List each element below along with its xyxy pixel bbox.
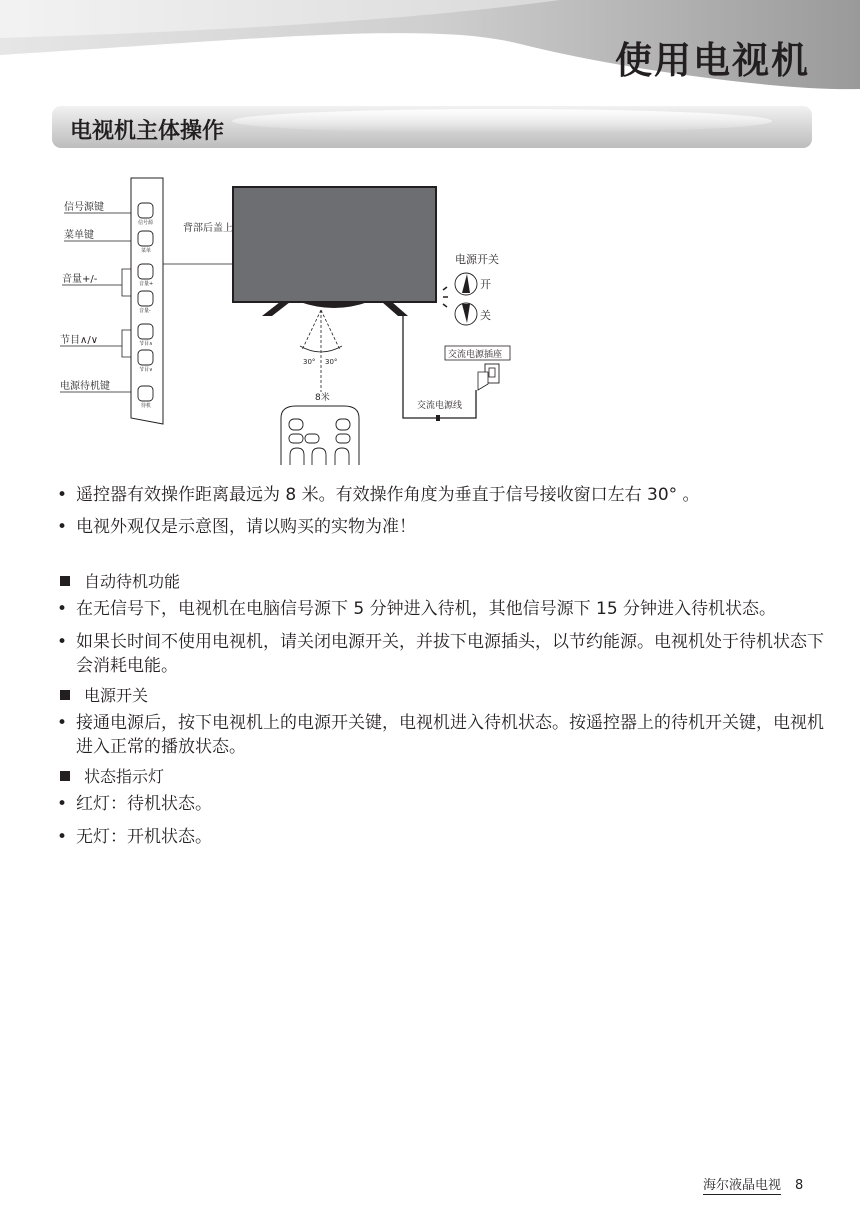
panel-label-source: 信号源 [138,220,154,226]
panel-label-ch-up: 节目∧ [139,341,153,347]
panel-label-menu: 菜单 [141,248,152,254]
angle-left-label: 30° [303,358,316,366]
switch-off-label: 关 [480,309,491,322]
footer-brand: 海尔液晶电视 [703,1178,782,1193]
panel-label-standby: 待机 [141,403,152,409]
socket-label: 交流电源插座 [448,350,503,360]
label-channel-key: 节目∧/∨ [60,335,99,346]
label-menu-key: 菜单键 [64,230,94,241]
power-switch-item: • 接通电源后，按下电视机上的电源开关键，电视机进入待机状态。按遥控器上的待机开关键，电视机进入正常的播放状态。 [57,713,824,757]
page-number: 8 [795,1178,804,1193]
note-appearance: • 电视外观仅是示意图，请以购买的实物为准！ [57,517,416,537]
auto-standby-item: • 如果长时间不使用电视机，请关闭电源开关，并拔下电源插头，以节约能源。电视机处于待机状态下会消耗电能。 [57,632,824,676]
heading-status-light: 状态指示灯 [60,764,164,787]
label-volume-key: 音量+/- [62,274,98,285]
power-switch-label: 电源开关 [455,253,499,266]
section-heading-bar [52,106,812,148]
heading-power-switch: 电源开关 [60,683,148,706]
heading-auto-standby: 自动待机功能 [60,569,180,592]
footer [703,1174,803,1193]
label-standby-key: 电源待机键 [60,381,110,392]
switch-on-label: 开 [480,278,491,291]
label-source-key: 信号源键 [64,202,104,213]
status-light-item: • 无灯：开机状态。 [57,827,212,847]
distance-label: 8米 [315,393,330,403]
cord-label: 交流电源线 [417,401,463,411]
tv-operation-diagram [0,160,860,465]
panel-label-vol-down: 音量- [139,308,151,314]
section-title: 电视机主体操作 [70,119,225,144]
note-remote-range: • 遥控器有效操作距离最远为 8 米。有效操作角度为垂直于信号接收窗口左右 30° 。 [57,485,700,505]
page-title: 使用电视机 [615,39,810,82]
auto-standby-item: • 在无信号下，电视机在电脑信号源下 5 分钟进入待机，其他信号源下 15 分钟进入待机状态。 [57,599,777,619]
angle-right-label: 30° [325,358,338,366]
panel-label-vol-up: 音量+ [139,281,154,287]
label-back-cover: 背部后盖上 [183,223,233,234]
status-light-item: • 红灯：待机状态。 [57,794,212,814]
panel-label-ch-down: 节目∨ [139,367,153,373]
